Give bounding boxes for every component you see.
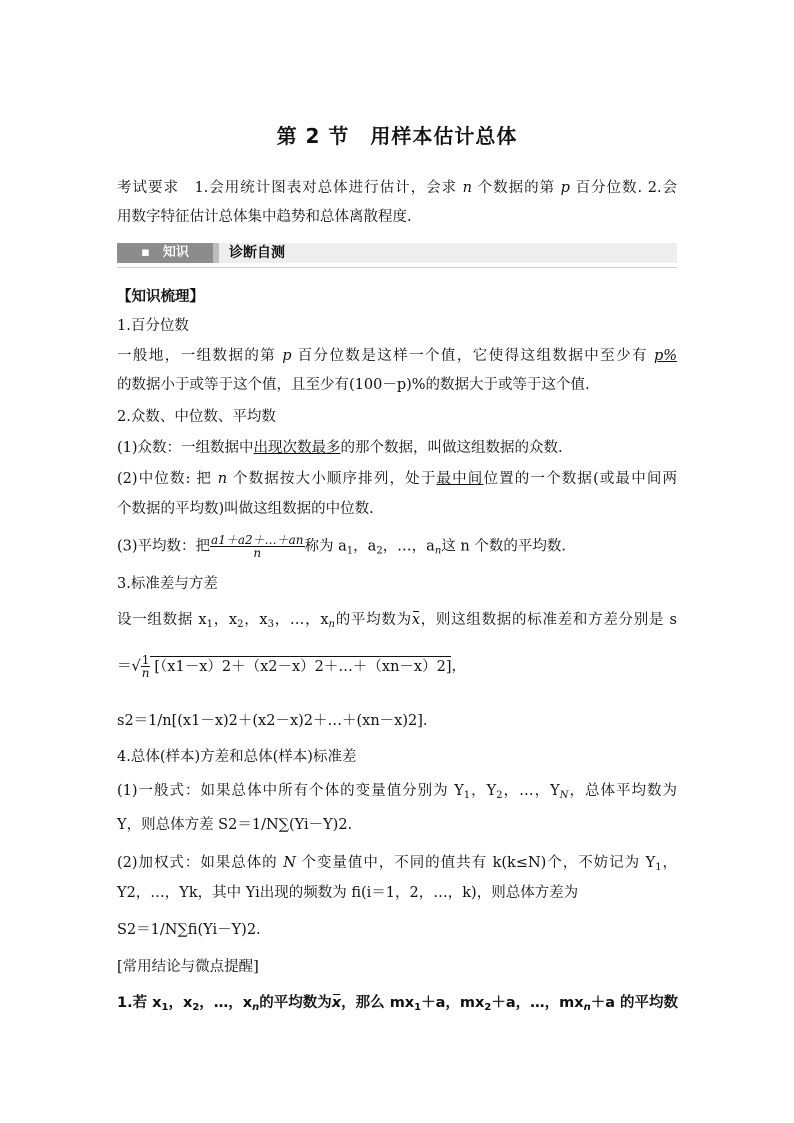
mean-definition: (3)平均数：把 $\frac{a1+a2+\dots+an}{n}$ 称为 $a_1$，$a_2$，…，$a_n$这 n 个数的平均数. bbox=[117, 533, 566, 560]
percentile-line2: 的数据小于或等于这个值，且至少有(100－p)%的数据大于或等于这个值. bbox=[117, 377, 590, 393]
averages-heading: 2.众数、中位数、平均数 bbox=[117, 409, 276, 425]
exam-requirement-line1: 考试要求 1.会用统计图表对总体进行估计，会求 n 个数据的第 p 百分位数. 2.会 bbox=[117, 180, 678, 196]
general-form-line1: (1)一般式：如果总体中所有个体的变量值分别为 $Y_1$，$Y_2$，…，$Y_N$，总体平均数为 bbox=[117, 783, 678, 801]
weighted-form-line2: Y2，…，Yk，其中 Yi出现的频数为 fi(i＝1，2，…，k)，则总体方差为 bbox=[117, 885, 579, 901]
exam-requirement-label: 考试要求 bbox=[117, 180, 179, 196]
percentile-line1: 一般地，一组数据的第 p 百分位数是这样一个值，它使得这组数据中至少有 p% bbox=[117, 348, 678, 364]
general-form-line2: Y，则总体方差 S2＝1/N∑(Yi－Y)2. bbox=[117, 817, 353, 833]
percentile-heading: 1.百分位数 bbox=[117, 318, 189, 334]
banner-label: 诊断自测 bbox=[219, 243, 677, 263]
median-definition-line2: 个数据的平均数)叫做这组数据的中位数. bbox=[117, 501, 374, 517]
banner-tag: ▪ 知识 bbox=[117, 243, 213, 263]
population-variance-heading: 4.总体(样本)方差和总体(样本)标准差 bbox=[117, 749, 357, 765]
std-variance-heading: 3.标准差与方差 bbox=[117, 576, 218, 592]
variance-formula: s2＝1/n[(x1－x)2＋(x2－x)2＋…＋(xn－x)2]. bbox=[117, 713, 428, 729]
std-formula: ＝√ $\frac{1}{n}$ [（x1－x）2＋（x2－x）2＋…＋（xn－x）2]， bbox=[117, 653, 466, 680]
mode-definition: (1)众数：一组数据中出现次数最多的那个数据，叫做这组数据的众数. bbox=[117, 440, 563, 456]
tip-1: 1.若 $x_1$，$x_2$，…，$x_n$的平均数为x，那么 $mx_1+a$，$mx_2+a$，…，$mx_n+a$ 的平均数 bbox=[117, 995, 679, 1013]
section-heading: 【知识梳理】 bbox=[117, 289, 204, 305]
tips-heading: [常用结论与微点提醒] bbox=[117, 959, 259, 975]
weighted-form-line1: (2)加权式：如果总体的 N 个变量值中，不同的值共有 k(k≤N)个，不妨记为 $Y_1$， bbox=[117, 855, 678, 873]
std-variance-intro: 设一组数据 $x_1$，$x_2$，$x_3$，…，$x_n$的平均数为x，则这组数据的标准差和方差分别是 s bbox=[117, 612, 677, 630]
weighted-form-line3: S2＝1/N∑fi(Yi－Y)2. bbox=[117, 922, 261, 938]
exam-requirement-line2: 用数字特征估计总体集中趋势和总体离散程度. bbox=[117, 209, 412, 225]
median-definition-line1: (2)中位数: 把 n 个数据按大小顺序排列，处于最中间位置的一个数据(或最中间两 bbox=[117, 471, 678, 487]
mean-fraction: $\frac{a1+a2+\dots+an}{n}$ bbox=[211, 533, 304, 560]
page-title: 第 2 节 用样本估计总体 bbox=[276, 124, 518, 148]
section-banner bbox=[117, 241, 677, 268]
